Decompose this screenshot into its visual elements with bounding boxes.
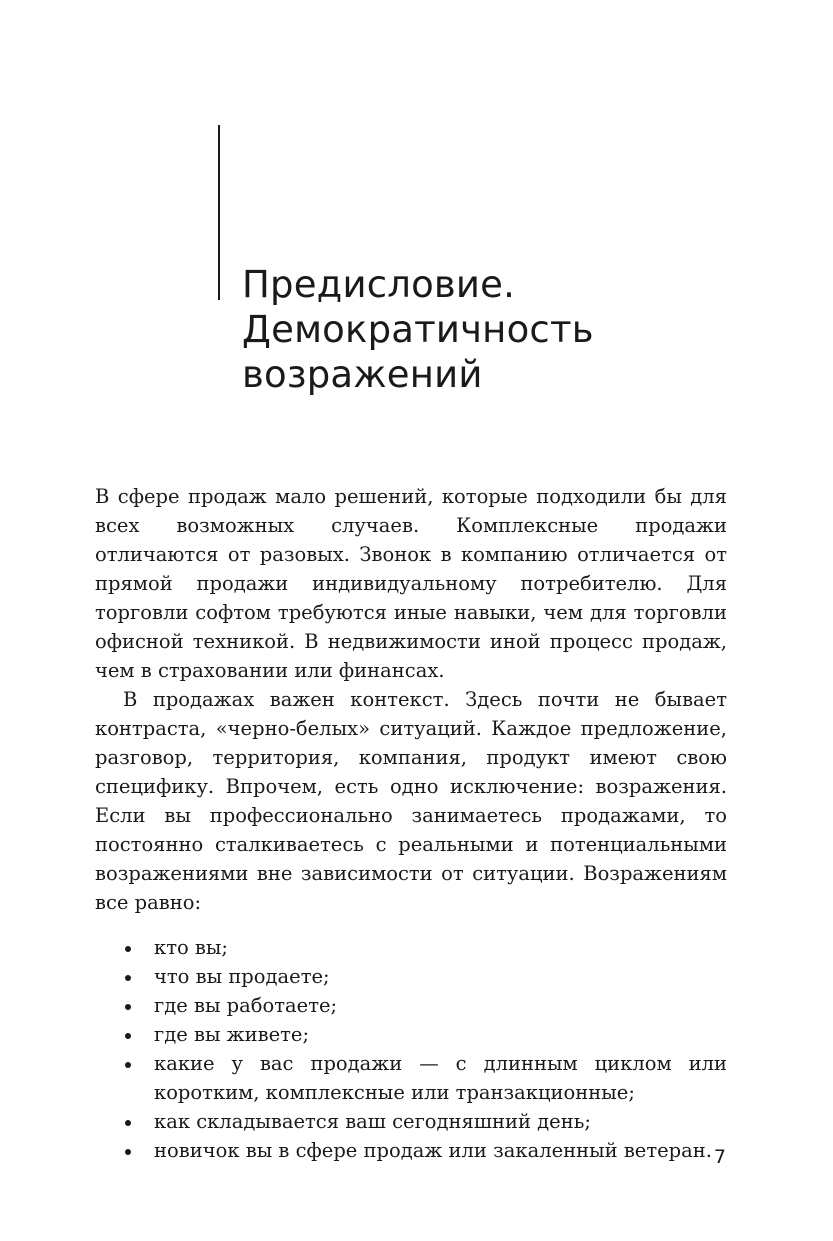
paragraph: В сфере продаж мало решений, которые подходили бы для всех возможных случаев. Комплексные продажи отличаются от разовых. Звонок в компанию отличается от прямой продажи индивидуальному потребителю. Для торговли софтом требуются иные навыки, чем для торговли офисной техникой. В недвижимости иной процесс продаж, чем в страховании или финансах.: [95, 485, 727, 682]
chapter-title-line: Демократичность: [242, 308, 594, 351]
chapter-title: [242, 262, 762, 397]
bullet-list: [95, 933, 727, 1165]
bullet-icon: [125, 1062, 131, 1068]
list-item-text: где вы живете;: [154, 1023, 310, 1046]
bullet-icon: [125, 1120, 131, 1126]
bullet-icon: [125, 975, 131, 981]
list-item: [95, 1020, 727, 1049]
list-item: [95, 991, 727, 1020]
paragraph: В продажах важен контекст. Здесь почти не бывает контраста, «черно-белых» ситуаций. Каждое предложение, разговор, территория, компания, продукт имеют свою специфику. Впрочем, есть одно исключение: возражения. Если вы профессионально занимаетесь продажами, то постоянно сталкиваетесь с реальными и потенциальными возражениями вне зависимости от ситуации. Возражениям все равно:: [95, 688, 727, 914]
page-number: 7: [713, 1146, 726, 1168]
body-text: [95, 482, 727, 1165]
bullet-icon: [125, 1004, 131, 1010]
list-item: [95, 962, 727, 991]
list-item-text: что вы продаете;: [154, 965, 330, 988]
list-item: [95, 1049, 727, 1107]
bullet-icon: [125, 1149, 131, 1155]
list-item-text: какие у вас продажи — с длинным циклом или коротким, комплексные или транзакционные;: [154, 1052, 727, 1104]
bullet-icon: [125, 946, 131, 952]
list-item-text: новичок вы в сфере продаж или закаленный ветеран.: [154, 1139, 712, 1162]
title-vertical-rule: [218, 125, 220, 300]
list-item-text: как складывается ваш сегодняшний день;: [154, 1110, 591, 1133]
list-item-text: где вы работаете;: [154, 994, 338, 1017]
list-item: [95, 1107, 727, 1136]
bullet-icon: [125, 1033, 131, 1039]
list-item: [95, 933, 727, 962]
list-item-text: кто вы;: [154, 936, 228, 959]
list-item: [95, 1136, 727, 1165]
chapter-title-line: возражений: [242, 353, 483, 396]
chapter-title-line: Предисловие.: [242, 263, 516, 306]
